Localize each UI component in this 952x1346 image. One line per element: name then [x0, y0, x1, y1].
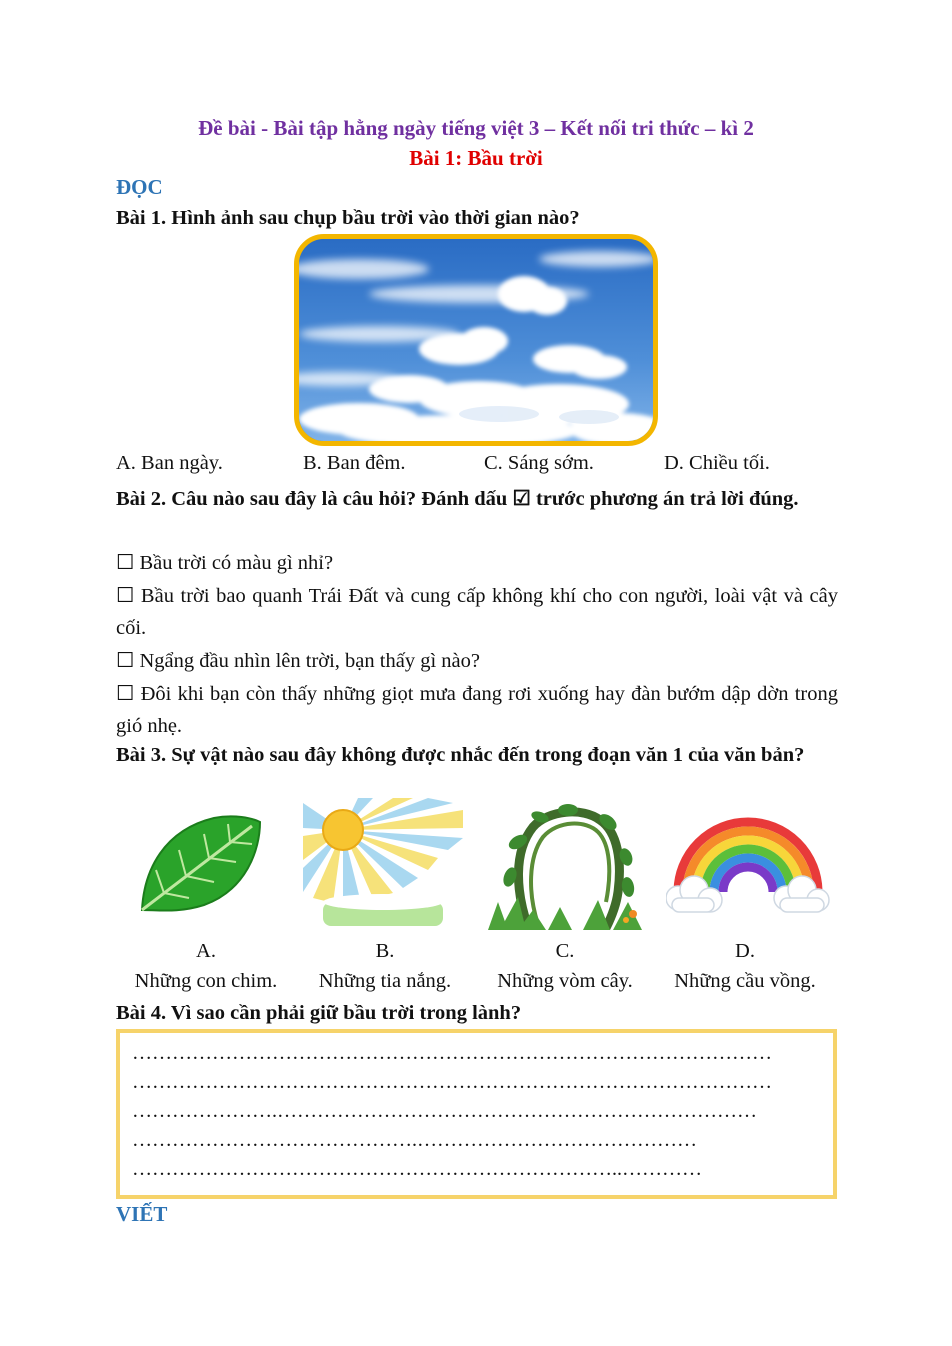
q2-choice-2[interactable]: ☐ Bầu trời bao quanh Trái Đất và cung cấp không khí cho con người, loài vật và cây cối.: [116, 585, 838, 639]
q3-letter-c: C.: [555, 940, 575, 962]
question-1: Bài 1. Hình ảnh sau chụp bầu trời vào thời gian nào?: [116, 207, 580, 229]
sun-rays-icon: [303, 798, 468, 928]
q3-letter-a: A.: [196, 940, 216, 962]
answer-line-2[interactable]: ……………………………………………………………………………………: [132, 1071, 772, 1093]
section-read-heading: ĐỌC: [116, 175, 163, 199]
answer-line-3[interactable]: ………………….………………………………………………………………: [132, 1100, 757, 1122]
question-3: Bài 3. Sự vật nào sau đây không được nhắc đến trong đoạn văn 1 của văn bản?: [116, 744, 805, 766]
answer-line-4[interactable]: …………………………………….……………………………………: [132, 1129, 697, 1151]
q2-choice-3[interactable]: ☐ Ngẩng đầu nhìn lên trời, bạn thấy gì nào?: [116, 650, 480, 672]
leaf-icon: [134, 810, 264, 915]
q1-option-d[interactable]: D. Chiều tối.: [664, 452, 770, 474]
question-2: Bài 2. Câu nào sau đây là câu hỏi? Đánh dấu ☑ trước phương án trả lời đúng.: [116, 488, 799, 510]
q3-option-d[interactable]: Những cầu vồng.: [674, 970, 816, 992]
page-title: Đề bài - Bài tập hằng ngày tiếng việt 3 – Kết nối tri thức – kì 2: [198, 116, 754, 140]
q3-letter-d: D.: [735, 940, 755, 962]
q1-option-a[interactable]: A. Ban ngày.: [116, 452, 223, 474]
q2-choice-4[interactable]: ☐ Đôi khi bạn còn thấy những giọt mưa đang rơi xuống hay đàn bướm dập dờn trong gió nhẹ.: [116, 683, 838, 737]
lesson-title: Bài 1: Bầu trời: [409, 146, 543, 170]
q3-option-a[interactable]: Những con chim.: [134, 970, 278, 992]
q3-option-c[interactable]: Những vòm cây.: [497, 970, 633, 992]
q1-option-c[interactable]: C. Sáng sớm.: [484, 452, 594, 474]
rainbow-icon: [666, 810, 830, 920]
q3-letter-b: B.: [375, 940, 395, 962]
vine-arch-icon: [488, 802, 642, 930]
q1-option-b[interactable]: B. Ban đêm.: [303, 452, 406, 474]
answer-box[interactable]: [116, 1029, 837, 1199]
question-4: Bài 4. Vì sao cần phải giữ bầu trời trong lành?: [116, 1002, 522, 1024]
cloudy-sky-photo-icon: [299, 239, 653, 441]
sky-image: [294, 234, 658, 446]
q2-choice-1[interactable]: ☐ Bầu trời có màu gì nhỉ?: [116, 552, 334, 574]
q3-option-b[interactable]: Những tia nắng.: [318, 970, 452, 992]
answer-line-1[interactable]: ……………………………………………………………………………………: [132, 1042, 772, 1064]
section-write-heading: VIẾT: [116, 1202, 168, 1226]
answer-line-5[interactable]: ………………………………………………………………..…………: [132, 1158, 702, 1180]
